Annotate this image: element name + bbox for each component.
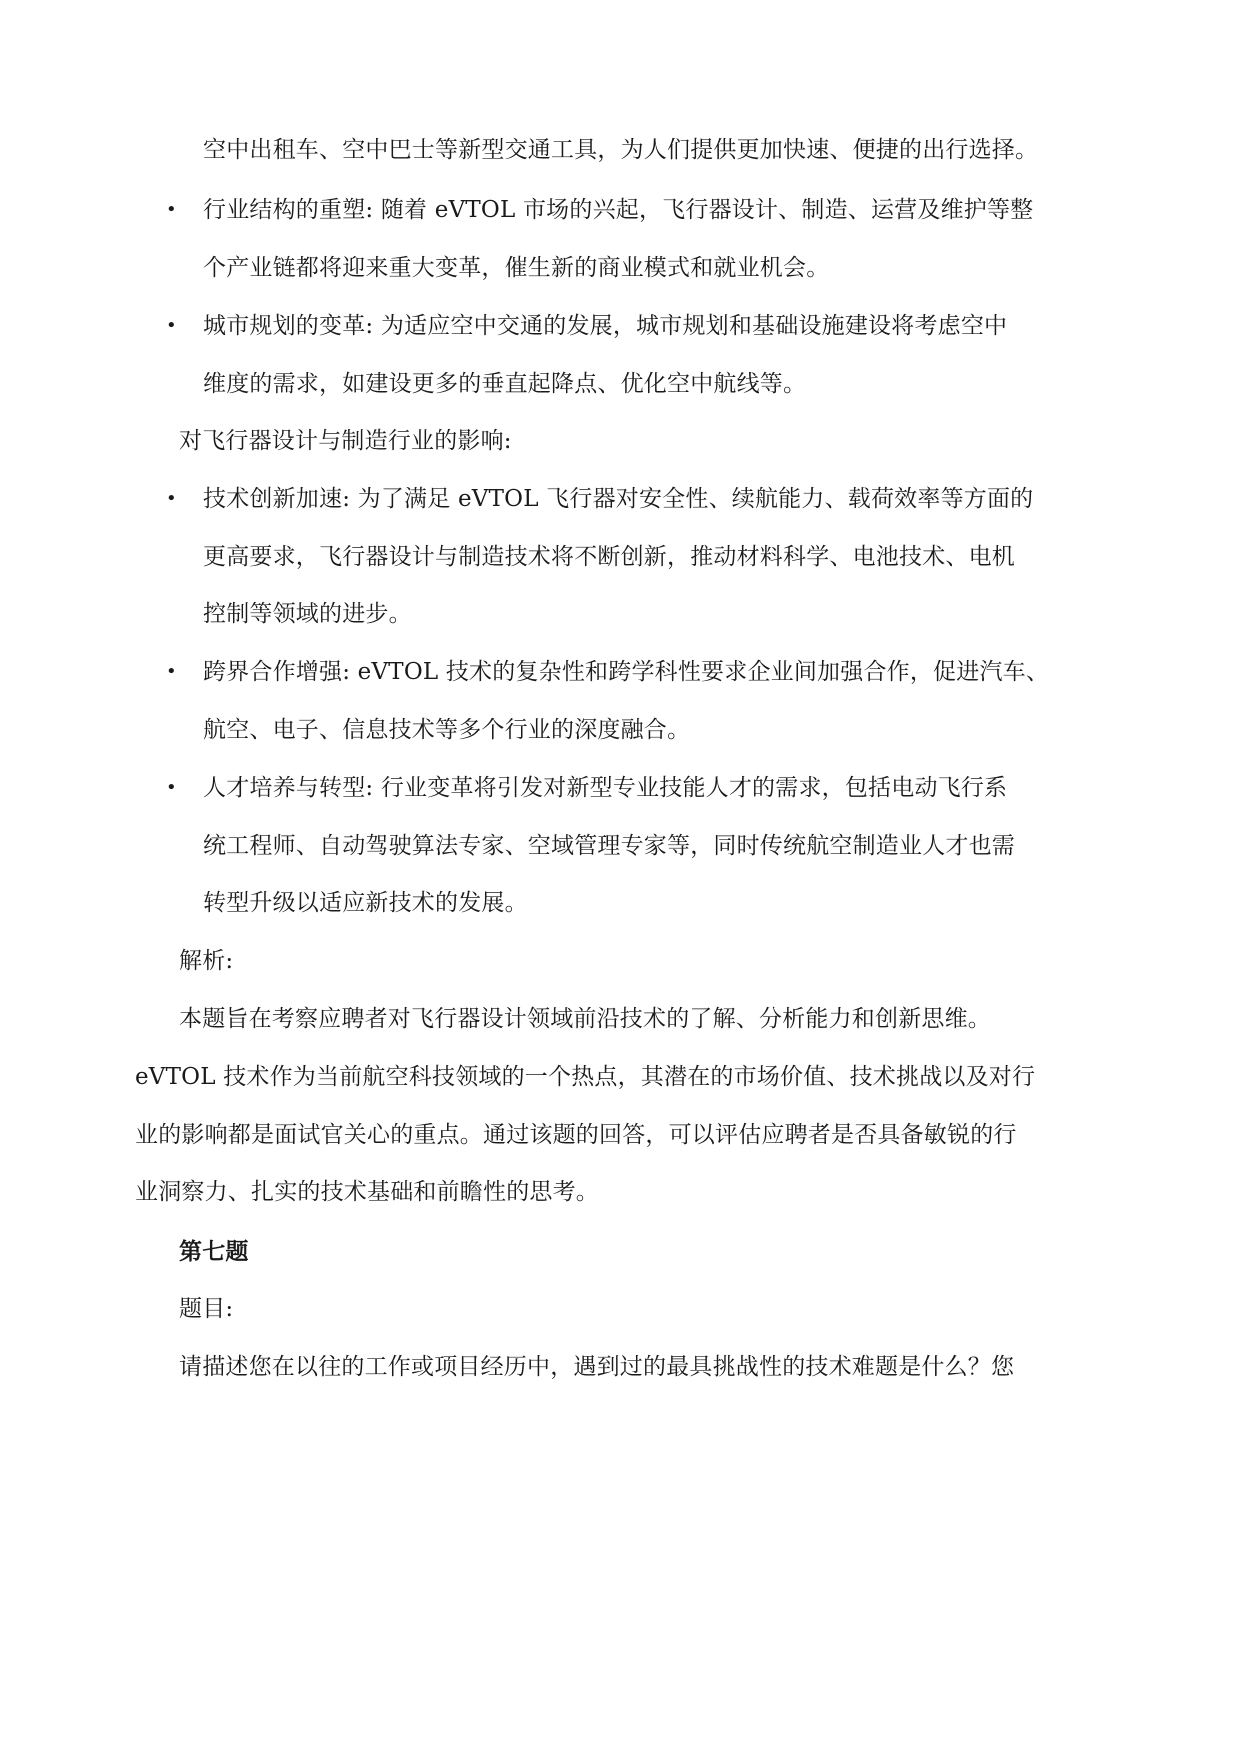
bullet-icon: • <box>166 315 177 336</box>
bullet-icon: • <box>166 777 177 798</box>
question-label: 题目: <box>179 1296 234 1322</box>
bullet-item-tech-innovation-line-3: 控制等领域的进步。 <box>203 601 412 627</box>
bullet-item-talent-line-1: 人才培养与转型: 行业变革将引发对新型专业技能人才的需求，包括电动飞行系 <box>203 775 1008 801</box>
bullet-item-industry-structure-line-2: 个产业链都将迎来重大变革，催生新的商业模式和就业机会。 <box>203 255 830 281</box>
bullet-item-tech-innovation-line-1: 技术创新加速: 为了满足 eVTOL 飞行器对安全性、续航能力、载荷效率等方面的 <box>203 486 1034 512</box>
analysis-paragraph-line-3: 业的影响都是面试官关心的重点。通过该题的回答，可以评估应聘者是否具备敏锐的行 <box>135 1122 1017 1148</box>
bullet-item-urban-planning-line-2: 维度的需求，如建设更多的垂直起降点、优化空中航线等。 <box>203 371 807 397</box>
bullet-icon: • <box>166 488 177 509</box>
analysis-paragraph-line-1: 本题旨在考察应聘者对飞行器设计领域前沿技术的了解、分析能力和创新思维。 <box>179 1006 991 1032</box>
question-title: 第七题 <box>179 1238 249 1265</box>
bullet-item-cross-industry-line-2: 航空、电子、信息技术等多个行业的深度融合。 <box>203 717 691 743</box>
impact-heading: 对飞行器设计与制造行业的影响: <box>179 428 512 454</box>
text-line: 空中出租车、空中巴士等新型交通工具，为人们提供更加快速、便捷的出行选择。 <box>203 137 1039 163</box>
question-text-line-1: 请描述您在以往的工作或项目经历中，遇到过的最具挑战性的技术难题是什么？您 <box>179 1354 1015 1380</box>
bullet-icon: • <box>166 661 177 682</box>
bullet-item-talent-line-2: 统工程师、自动驾驶算法专家、空域管理专家等，同时传统航空制造业人才也需 <box>203 833 1015 859</box>
bullet-item-urban-planning-line-1: 城市规划的变革: 为适应空中交通的发展，城市规划和基础设施建设将考虑空中 <box>203 313 1008 339</box>
bullet-item-talent-line-3: 转型升级以适应新技术的发展。 <box>203 890 528 916</box>
bullet-icon: • <box>166 199 177 220</box>
bullet-item-industry-structure-line-1: 行业结构的重塑: 随着 eVTOL 市场的兴起，飞行器设计、制造、运营及维护等整 <box>203 197 1034 223</box>
analysis-paragraph-line-2: eVTOL 技术作为当前航空科技领域的一个热点，其潜在的市场价值、技术挑战以及对行 <box>135 1064 1036 1090</box>
bullet-item-tech-innovation-line-2: 更高要求，飞行器设计与制造技术将不断创新，推动材料科学、电池技术、电机 <box>203 544 1015 570</box>
analysis-paragraph-line-4: 业洞察力、扎实的技术基础和前瞻性的思考。 <box>135 1179 599 1205</box>
bullet-item-cross-industry-line-1: 跨界合作增强: eVTOL 技术的复杂性和跨学科性要求企业间加强合作，促进汽车、 <box>203 659 1050 685</box>
analysis-heading: 解析: <box>179 948 234 974</box>
